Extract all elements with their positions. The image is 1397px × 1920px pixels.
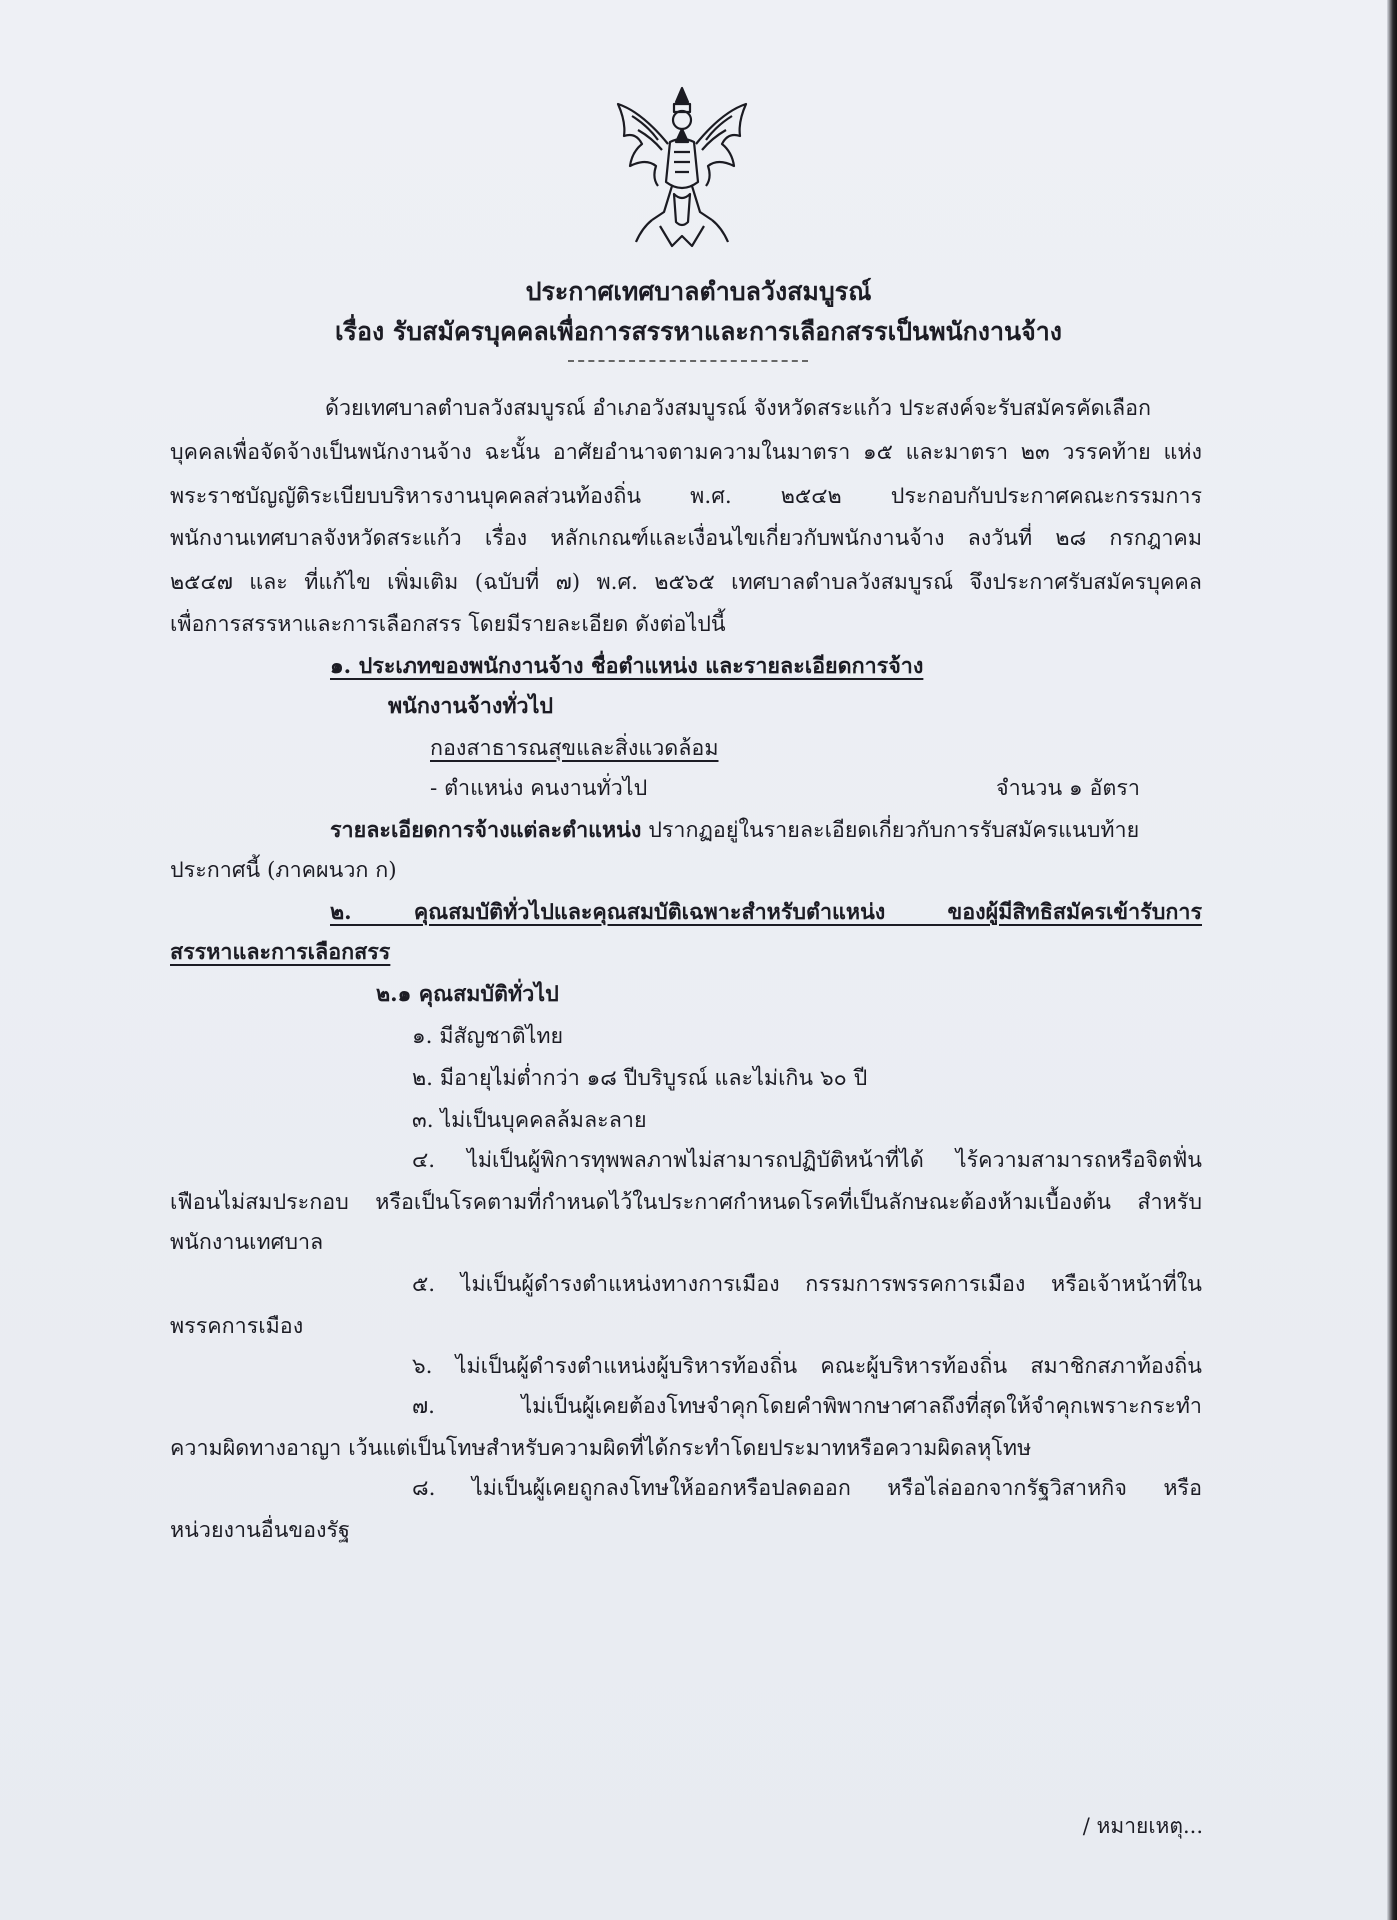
section1-division: กองสาธารณสุขและสิ่งแวดล้อม	[430, 736, 719, 761]
item-4a: ๔. ไม่เป็นผู้พิการทุพพลภาพไม่สามารถปฏิบัติหน้าที่ได้ ไร้ความสามารถหรือจิตฟั่น	[412, 1148, 1202, 1173]
section1-type: พนักงานจ้างทั่วไป	[388, 694, 554, 719]
item-4c: พนักงานเทศบาล	[170, 1230, 324, 1255]
intro-line-4: พนักงานเทศบาลจังหวัดสระแก้ว เรื่อง หลักเกณฑ์และเงื่อนไขเกี่ยวกับพนักงานจ้าง ลงวันที่ ๒๘ กรกฎาคม	[170, 526, 1202, 551]
item-4b: เฟือนไม่สมประกอบ หรือเป็นโรคตามที่กำหนดไว้ในประกาศกำหนดโรคที่เป็นลักษณะต้องห้ามเบื้องต้น สำหรับ	[170, 1190, 1202, 1215]
section1-detail	[330, 820, 1139, 842]
continued-marker: / หมายเหตุ...	[1082, 1814, 1203, 1838]
item-8a: ๘. ไม่เป็นผู้เคยถูกลงโทษให้ออกหรือปลดออก หรือไล่ออกจากรัฐวิสาหกิจ หรือ	[412, 1476, 1202, 1501]
section2-sub: ๒.๑ คุณสมบัติทั่วไป	[376, 982, 559, 1007]
section1-detail-2: ประกาศนี้ (ภาคผนวก ก)	[170, 858, 397, 883]
garuda-emblem-icon	[612, 82, 752, 252]
item-3: ๓. ไม่เป็นบุคคลล้มละลาย	[412, 1108, 647, 1133]
section1-position: - ตำแหน่ง คนงานทั่วไป	[430, 776, 648, 801]
detail-text: ปรากฏอยู่ในรายละเอียดเกี่ยวกับการรับสมัครแนบท้าย	[641, 818, 1140, 843]
intro-line-3: พระราชบัญญัติระเบียบบริหารงานบุคคลส่วนท้องถิ่น พ.ศ. ๒๕๔๒ ประกอบกับประกาศคณะกรรมการ	[170, 484, 1202, 509]
section1-quota: จำนวน ๑ อัตรา	[996, 776, 1140, 801]
section2-heading-b: สรรหาและการเลือกสรร	[170, 940, 391, 965]
section1-heading: ๑. ประเภทของพนักงานจ้าง ชื่อตำแหน่ง และรายละเอียดการจ้าง	[330, 654, 924, 679]
item-6: ๖. ไม่เป็นผู้ดำรงตำแหน่งผู้บริหารท้องถิ่น คณะผู้บริหารท้องถิ่น สมาชิกสภาท้องถิ่น	[412, 1354, 1202, 1379]
item-2: ๒. มีอายุไม่ต่ำกว่า ๑๘ ปีบริบูรณ์ และไม่เกิน ๖๐ ปี	[412, 1066, 868, 1091]
item-8b: หน่วยงานอื่นของรัฐ	[170, 1518, 350, 1543]
doc-title: ประกาศเทศบาลตำบลวังสมบูรณ์	[525, 277, 872, 306]
item-1: ๑. มีสัญชาติไทย	[412, 1024, 564, 1049]
item-5a: ๕. ไม่เป็นผู้ดำรงตำแหน่งทางการเมือง กรรมการพรรคการเมือง หรือเจ้าหน้าที่ใน	[412, 1272, 1202, 1297]
section2-heading-a: ๒. คุณสมบัติทั่วไปและคุณสมบัติเฉพาะสำหรับตำแหน่ง ของผู้มีสิทธิสมัครเข้ารับการ	[330, 900, 1202, 925]
intro-line-1: ด้วยเทศบาลตำบลวังสมบูรณ์ อำเภอวังสมบูรณ์ จังหวัดสระแก้ว ประสงค์จะรับสมัครคัดเลือก	[325, 396, 1152, 421]
item-7b: ความผิดทางอาญา เว้นแต่เป็นโทษสำหรับความผิดที่ได้กระทำโดยประมาทหรือความผิดลหุโทษ	[170, 1436, 1032, 1461]
doc-subject: เรื่อง รับสมัครบุคคลเพื่อการสรรหาและการเลือกสรรเป็นพนักงานจ้าง	[334, 317, 1063, 346]
title-divider	[568, 360, 808, 362]
detail-label: รายละเอียดการจ้างแต่ละตำแหน่ง	[330, 818, 642, 843]
item-5b: พรรคการเมือง	[170, 1314, 304, 1339]
intro-line-2: บุคคลเพื่อจัดจ้างเป็นพนักงานจ้าง ฉะนั้น อาศัยอำนาจตามความในมาตรา ๑๕ และมาตรา ๒๓ วรรคท้าย แห่ง	[170, 440, 1202, 465]
intro-line-5: ๒๕๔๗ และ ที่แก้ไข เพิ่มเติม (ฉบับที่ ๗) พ.ศ. ๒๕๖๕ เทศบาลตำบลวังสมบูรณ์ จึงประกาศรับสมัครบุคคล	[170, 570, 1202, 595]
intro-line-6: เพื่อการสรรหาและการเลือกสรร โดยมีรายละเอียด ดังต่อไปนี้	[170, 612, 726, 637]
item-7a: ๗. ไม่เป็นผู้เคยต้องโทษจำคุกโดยคำพิพากษาศาลถึงที่สุดให้จำคุกเพราะกระทำ	[412, 1394, 1202, 1419]
